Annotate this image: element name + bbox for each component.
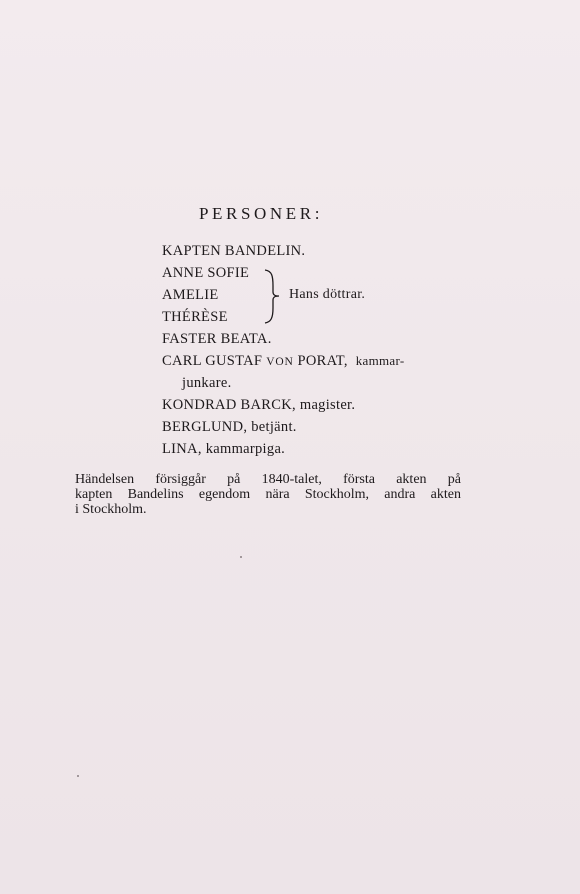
setting-line-1: Händelsen försiggår på 1840-talet, första akten på: [75, 472, 461, 487]
carl-name-part2: PORAT,: [297, 353, 348, 369]
cast-item-amelie: AMELIE: [162, 287, 219, 303]
cast-item-therese: THÉRÈSE: [162, 309, 228, 325]
berglund-role: betjänt.: [251, 419, 297, 435]
carl-name-part1: CARL GUSTAF: [162, 353, 263, 369]
cast-heading: PERSONER:: [199, 204, 324, 223]
paper-speck: [240, 556, 242, 558]
setting-note: [75, 472, 461, 517]
cast-item-anne: ANNE SOFIE: [162, 265, 250, 281]
daughters-label: Hans döttrar.: [289, 287, 366, 302]
cast-item-carl: [162, 353, 405, 370]
cast-item-berglund: [162, 419, 297, 436]
cast-item-lina: [162, 441, 285, 458]
daughters-brace: [262, 268, 282, 324]
kondrad-role: magister.: [299, 397, 356, 413]
setting-line-3: i Stockholm.: [75, 502, 147, 517]
kondrad-name: KONDRAD BARCK,: [162, 397, 296, 413]
carl-von: VON: [266, 356, 294, 368]
lina-role: kammarpiga.: [205, 441, 286, 457]
carl-role-part2: junkare.: [182, 375, 232, 391]
cast-item-faster: FASTER BEATA.: [162, 331, 272, 347]
cast-item-kondrad: [162, 397, 355, 414]
berglund-name: BERGLUND,: [162, 419, 248, 435]
paper-speck: [77, 775, 79, 777]
carl-role-part1: kammar-: [355, 353, 405, 368]
cast-item-kapten: KAPTEN BANDELIN.: [162, 243, 306, 259]
lina-name: LINA,: [162, 441, 202, 457]
setting-line-2: kapten Bandelins egendom nära Stockholm, andra akten: [75, 487, 461, 502]
